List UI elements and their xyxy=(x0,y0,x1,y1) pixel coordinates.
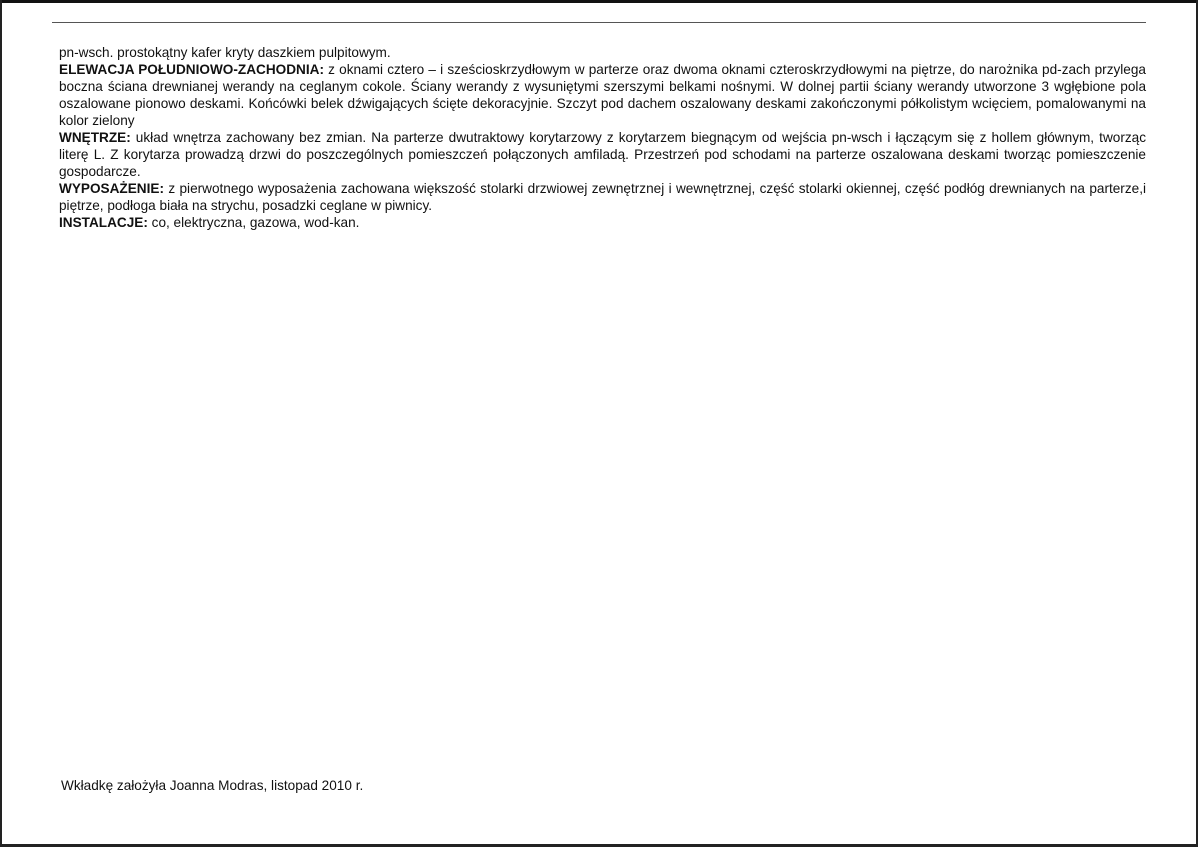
scan-border-top xyxy=(0,0,1198,3)
paragraph-elewacja xyxy=(59,61,1146,129)
section-heading: WNĘTRZE: xyxy=(59,130,131,145)
paragraph-text: z pierwotnego wyposażenia zachowana większość stolarki drzwiowej zewnętrznej i wewnętrznej, część stolarki okiennej, część podłóg drewnianych na parterze,i piętrze, podłoga biała na strychu, posadzki ceglane w piwnicy. xyxy=(59,181,1146,213)
paragraph-text: z oknami cztero – i sześcioskrzydłowym w parterze oraz dwoma oknami czteroskrzydłowymi na piętrze, do narożnika pd-zach przylega boczna ściana drewnianej werandy na ceglanym cokole. Ściany werandy z wysuniętymi szerszymi belkami nośnymi. W dolnej partii ściany werandy utworzone 3 wgłębione pola oszalowane pionowo deskami. Końcówki belek dźwigających ścięte dekoracyjnie. Szczyt pod dachem oszalowany deskami zakończonymi półkolistym wcięciem, pomalowanymi na kolor zielony xyxy=(59,62,1146,128)
paragraph-wyposazenie xyxy=(59,180,1146,214)
paragraph-text: układ wnętrza zachowany bez zmian. Na parterze dwutraktowy korytarzowy z korytarzem biegnącym od wejścia pn-wsch i łączącym się z hollem głównym, tworząc literę L. Z korytarza prowadzą drzwi do poszczególnych pomieszczeń połączonych amfiladą. Przestrzeń pod schodami na parterze oszalowana deskami tworząc pomieszczenie gospodarcze. xyxy=(59,130,1146,179)
document-body xyxy=(59,44,1146,231)
section-heading: WYPOSAŻENIE: xyxy=(59,181,164,196)
paragraph-wnetrze xyxy=(59,129,1146,180)
paragraph-instalacje xyxy=(59,214,1146,231)
section-heading: ELEWACJA POŁUDNIOWO-ZACHODNIA: xyxy=(59,62,324,77)
paragraph-text: pn-wsch. prostokątny kafer kryty daszkiem pulpitowym. xyxy=(59,45,391,60)
section-heading: INSTALACJE: xyxy=(59,215,148,230)
footer-note: Wkładkę założyła Joanna Modras, listopad 2010 r. xyxy=(61,778,364,793)
top-rule xyxy=(52,22,1146,23)
scan-border-left xyxy=(0,0,2,847)
paragraph-text: co, elektryczna, gazowa, wod-kan. xyxy=(147,215,360,230)
paragraph-intro xyxy=(59,44,1146,61)
